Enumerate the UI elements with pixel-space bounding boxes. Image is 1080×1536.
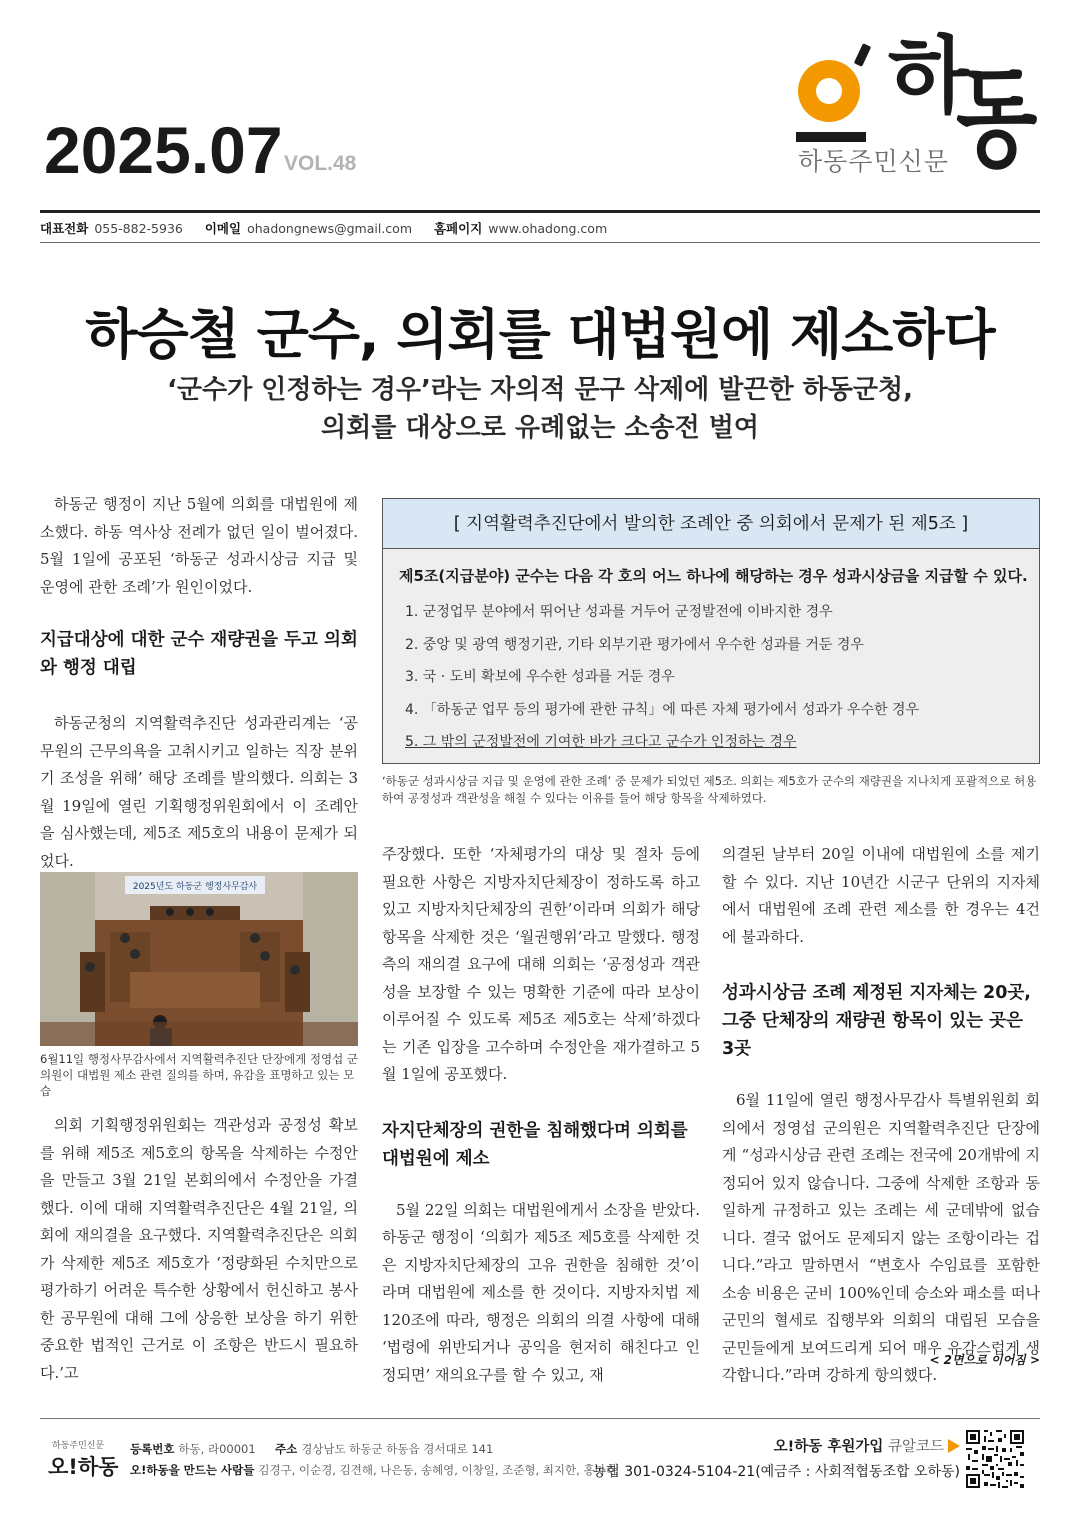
homepage-link[interactable]: www.ohadong.com [488, 221, 608, 236]
paragraph: 5월 22일 의회는 대법원에게서 소장을 받았다. 하동군 행정이 ‘의회가 제5조 제5호를 삭제한 것은 지방자치단체장의 고유 권한을 침해한 것’이라며 대법원에 제소를 한 것이다. 지방자치법 제120조에 따라, 행정은 의회의 의결 사항에 대해 ‘법령에 위반되거나 공익을 현저히 해친다고 인정되면’ 재의요구를 할 수 있고, 재 [382, 1200, 700, 1384]
address-label: 주소 [274, 1442, 298, 1456]
phone-value[interactable]: 055-882-5936 [94, 221, 183, 236]
section-heading: 지급대상에 대한 군수 재량권을 두고 의회와 행정 대립 [40, 630, 358, 678]
paragraph: 6월 11일에 열린 행정사무감사 특별위원회 회의에서 정영섭 군의원은 지역활력추진단 단장에게 “성과시상금 관련 조례는 전국에 20개밖에 지정되어 있지 않습니다. 그중에 삭제한 조항과 동일하게 규정하고 있는 조례는 세 군데밖에 없습니다. 결국 없어도 문제되지 않는 조항이라는 겁니다.”라고 말하면서 “변호사 수임료를 포함한 소송 비용은 군비 100%인데 승소와 패소를 떠나 군민의 혈세로 집행부와 의회의 대립된 모습을 군민들에게 보여드리게 되어 매우 유감스럽게 생각합니다.”라며 강하게 항의했다. [722, 1091, 1040, 1384]
email-value[interactable]: ohadongnews@gmail.com [247, 221, 412, 236]
logo-exclamation-mark [854, 43, 871, 67]
support-signup[interactable] [774, 1435, 960, 1456]
list-item: 3. 국 · 도비 확보에 우수한 성과를 거둔 경우 [405, 669, 675, 685]
paragraph: 주장했다. 또한 ‘자체평가의 대상 및 절차 등에 필요한 사항은 지방자치단체장이 정하도록 하고 있고 지방자치단체장의 권한’이라며 의회가 해당 항목을 삭제한 것은 ‘월권행위’라고 말했다. 행정 측의 재의결 요구에 대해 의회는 ‘공정성과 객관성을 보장할 수 있는 명확한 기준에 따라 보상이 이루어질 수 있도록 제5조 제5호는 삭제’하겠다는 기존 입장을 고수하며 수정안을 재가결하고 5월 1일에 공포했다. [382, 845, 700, 1083]
email-label: 이메일 [204, 221, 242, 236]
list-item-highlighted: 5. 그 밖의 군정발전에 기여한 바가 크다고 군수가 인정하는 경우 [405, 734, 797, 750]
subhead-line-2: 의회를 대상으로 유례없는 소송전 벌여 [320, 412, 760, 443]
article-subhead [40, 372, 1040, 447]
logo-dong-glyph: 동 [956, 57, 1038, 182]
column-1-bottom [40, 1112, 358, 1387]
box-title: [ 지역활력추진단에서 발의한 조례안 중 의회에서 문제가 된 제5조 ] [383, 499, 1039, 549]
reg-value: 하동, 라00001 [178, 1442, 256, 1456]
box-caption: ‘하동군 성과시상금 지급 및 운영에 관한 조례’ 중 문제가 되었던 제5조. 의회는 제5호가 군수의 재량권을 지나치게 포괄적으로 허용하여 공정성과 객관성을 해칠 수 있다는 이유를 들어 해당 항목을 삭제하였다. [382, 774, 1037, 805]
staff-label: 오!하동을 만드는 사람들 [130, 1463, 255, 1477]
footer-registration-line [130, 1441, 493, 1457]
section-heading: 자지단체장의 권한을 침해했다며 의회를 대법원에 제소 [382, 1120, 688, 1169]
column-2 [382, 841, 700, 1389]
address-value: 경상남도 하동군 하동읍 경서대로 141 [301, 1442, 494, 1456]
continued-note: < 2면으로 이어짐 > [929, 1353, 1040, 1367]
qr-code-icon[interactable] [964, 1428, 1026, 1490]
paragraph: 하동군 행정이 지난 5월에 의회를 대법원에 제소했다. 하동 역사상 전례가 없던 일이 벌어졌다. 5월 1일에 공포된 ‘하동군 성과시상금 지급 및 운영에 관한 조례’가 원인이었다. [40, 495, 358, 596]
footer-rule [40, 1418, 1040, 1419]
photo-caption: 6월11일 행정사무감사에서 지역활력추진단 단장에게 정영섭 군의원이 대법원 제소 관련 질의를 하며, 유감을 표명하고 있는 모습 [40, 1052, 358, 1098]
photo-illustration [40, 872, 358, 1046]
photo-banner-text: 2025년도 하동군 행정사무감사 [132, 882, 258, 892]
footer-logo[interactable]: 오!하동 [48, 1455, 119, 1479]
subhead-line-1: ‘군수가 인정하는 경우’라는 자의적 문구 삭제에 발끈한 하동군청, [166, 375, 913, 405]
contact-rule [40, 242, 1040, 243]
masthead-rule [40, 210, 1040, 213]
issue-volume: VOL.48 [284, 152, 357, 175]
newspaper-logo[interactable] [796, 27, 1046, 202]
qr-label: 큐알코드 [887, 1439, 944, 1455]
paragraph: 의결된 날부터 20일 이내에 대법원에 소를 제기할 수 있다. 지난 10년간 시군구 단위의 지자체에서 대법원에 조례 관련 제소를 한 경우는 4건에 불과하다. [722, 845, 1040, 946]
list-item: 1. 군정업무 분야에서 뛰어난 성과를 거두어 군정발전에 이바지한 경우 [405, 604, 833, 620]
ordinance-box [382, 498, 1040, 764]
list-item: 2. 중앙 및 광역 행정기관, 기타 외부기관 평가에서 우수한 성과를 거둔 경우 [405, 636, 864, 653]
arrow-right-icon [948, 1439, 960, 1453]
column-3 [722, 841, 1040, 1390]
box-list [383, 586, 1039, 759]
footer-logo-subtitle: 하동주민신문 [52, 1441, 105, 1451]
logo-subtitle: 하동주민신문 [798, 147, 949, 176]
paragraph: 의회 기획행정위원회는 객관성과 공정성 확보를 위해 제5조 제5호의 항목을 삭제하는 수정안을 만들고 3월 21일 본회의에서 수정안을 가결했다. 이에 대해 지역활력추진단은 4월 21일, 의회에 재의결을 요구했다. 지역활력추진단은 의회가 삭제한 제5조 제5호가 ‘정량화된 수치만으로 평가하기 어려운 특수한 상황에서 헌신하고 봉사한 공무원에 대해 그에 상응한 보상을 하기 위한 중요한 법적인 근거로 이 조항은 반드시 필요하다.’고 [40, 1116, 358, 1382]
council-meeting-photo [40, 872, 358, 1046]
logo-ha-glyph: 하 [888, 27, 970, 125]
homepage-label: 홈페이지 [433, 221, 483, 236]
phone-label: 대표전화 [40, 221, 89, 236]
logo-o-base [796, 132, 866, 142]
article-headline: 하승철 군수, 의회를 대법원에 제소하다 [85, 303, 995, 366]
section-heading: 성과시상금 조례 제정된 지자체는 20곳, 그중 단체장의 재량권 항목이 있는 곳은 3곳 [722, 983, 1031, 1059]
support-label: 오!하동 후원가입 [773, 1439, 884, 1455]
paragraph: 하동군청의 지역활력추진단 성과관리계는 ‘공무원의 근무의욕을 고취시키고 일하는 직장 분위기 조성을 위해’ 해당 조례를 발의했다. 의회는 3월 19일에 열린 기획행정위원회에서 이 조례안을 심사했는데, 제5조 제5호의 내용이 문제가 되었다. [40, 714, 358, 870]
column-1-top [40, 491, 358, 875]
reg-label: 등록번호 [130, 1442, 175, 1456]
bank-account: 농협 301-0324-5104-21(예금주 : 사회적협동조합 오하동) [592, 1464, 960, 1480]
box-lead: 제5조(지급분야) 군수는 다음 각 호의 어느 하나에 해당하는 경우 성과시상금을 지급할 수 있다. [399, 567, 1028, 585]
issue-date: 2025.07 [44, 113, 283, 187]
list-item: 4. 「하동군 업무 등의 평가에 관한 규칙」에 따른 자체 평가에서 성과가 우수한 경우 [405, 701, 920, 718]
contact-bar [40, 219, 607, 237]
footer-staff-line [130, 1462, 617, 1478]
logo-o-mark [798, 60, 860, 122]
staff-names: 김경구, 이순경, 김견해, 나은동, 송혜영, 이창일, 조준형, 최지한, 홍마리 [258, 1463, 617, 1477]
